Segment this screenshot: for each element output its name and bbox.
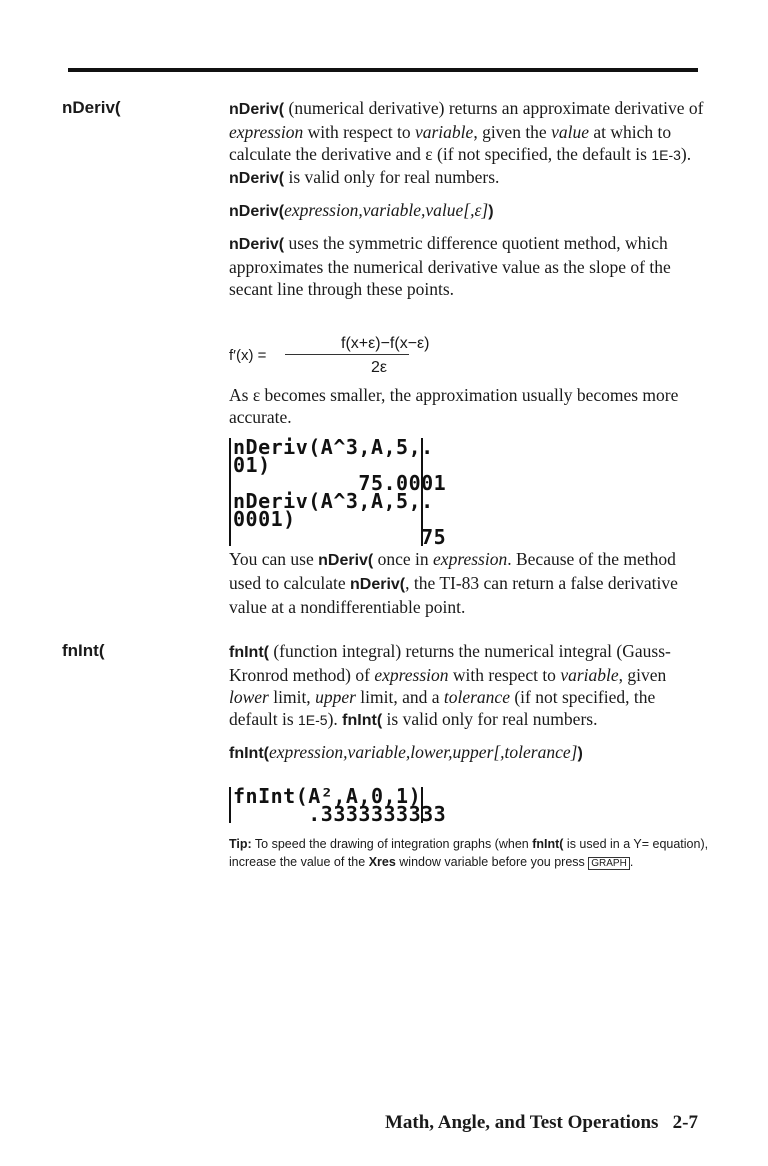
nderiv-description bbox=[229, 97, 704, 300]
nderiv-intro: nDeriv( (numerical derivative) returns an approximate derivative of expression with respect to variable, given the value at which to calculate the derivative and ε (if not specified, the default is 1E-3). nDeriv( is valid only for real numbers. bbox=[229, 98, 704, 187]
nderiv-usage-note: You can use nDeriv( once in expression. Because of the method used to calculate nDeriv(, the TI-83 can return a false derivative value at a nondifferentiable point. bbox=[229, 549, 678, 617]
screen-line: 75 bbox=[233, 525, 447, 549]
screen-line: fnInt(A²,A,0,1) bbox=[233, 784, 422, 808]
footer-title: Math, Angle, and Test Operations bbox=[384, 1112, 659, 1133]
screen-line: 75.0001 bbox=[233, 471, 447, 495]
calculator-screen-nderiv bbox=[229, 435, 447, 549]
top-rule bbox=[68, 68, 698, 72]
calculator-screen-fnint bbox=[229, 784, 447, 826]
nderiv-syntax: nDeriv(expression,variable,value[,ε]) bbox=[229, 200, 494, 220]
fnint-description bbox=[229, 640, 704, 765]
screen-line: nDeriv(A^3,A,5,. bbox=[233, 435, 434, 459]
section-label-fnint: fnInt( bbox=[62, 641, 105, 660]
formula-denominator: 2ε bbox=[371, 359, 388, 376]
nderiv-method: nDeriv( uses the symmetric difference quotient method, which approximates the numerical derivative value as the slope of the secant line through these points. bbox=[229, 233, 671, 299]
fraction-bar bbox=[285, 354, 409, 355]
page-number: 2-7 bbox=[672, 1112, 698, 1133]
tip-note: Tip: To speed the drawing of integration graphs (when fnInt( is used in a Y= equation), increase the value of the Xres window variable before you press GRAPH . bbox=[229, 837, 709, 869]
page-footer bbox=[385, 1112, 698, 1134]
formula-lhs: f′(x) = bbox=[229, 347, 267, 364]
screen-line: 0001) bbox=[233, 507, 296, 531]
screen-line: nDeriv(A^3,A,5,. bbox=[233, 489, 434, 513]
screen-line: .3333333333 bbox=[233, 802, 447, 826]
screen-line: 01) bbox=[233, 453, 271, 477]
fnint-intro: fnInt( (function integral) returns the numerical integral (Gauss-Kronrod method) of expression with respect to variable, given lower limit, upper limit, and a tolerance (if not specified, the default is 1E-5). fnInt( is valid only for real numbers. bbox=[229, 641, 671, 729]
nderiv-accuracy-note: As ε becomes smaller, the approximation usually becomes more accurate. bbox=[229, 385, 679, 427]
section-label-nderiv: nDeriv( bbox=[62, 98, 121, 117]
fnint-syntax: fnInt(expression,variable,lower,upper[,tolerance]) bbox=[229, 742, 583, 762]
graph-key-icon: GRAPH bbox=[588, 857, 630, 870]
formula-numerator: f(x+ε)−f(x−ε) bbox=[341, 335, 430, 352]
